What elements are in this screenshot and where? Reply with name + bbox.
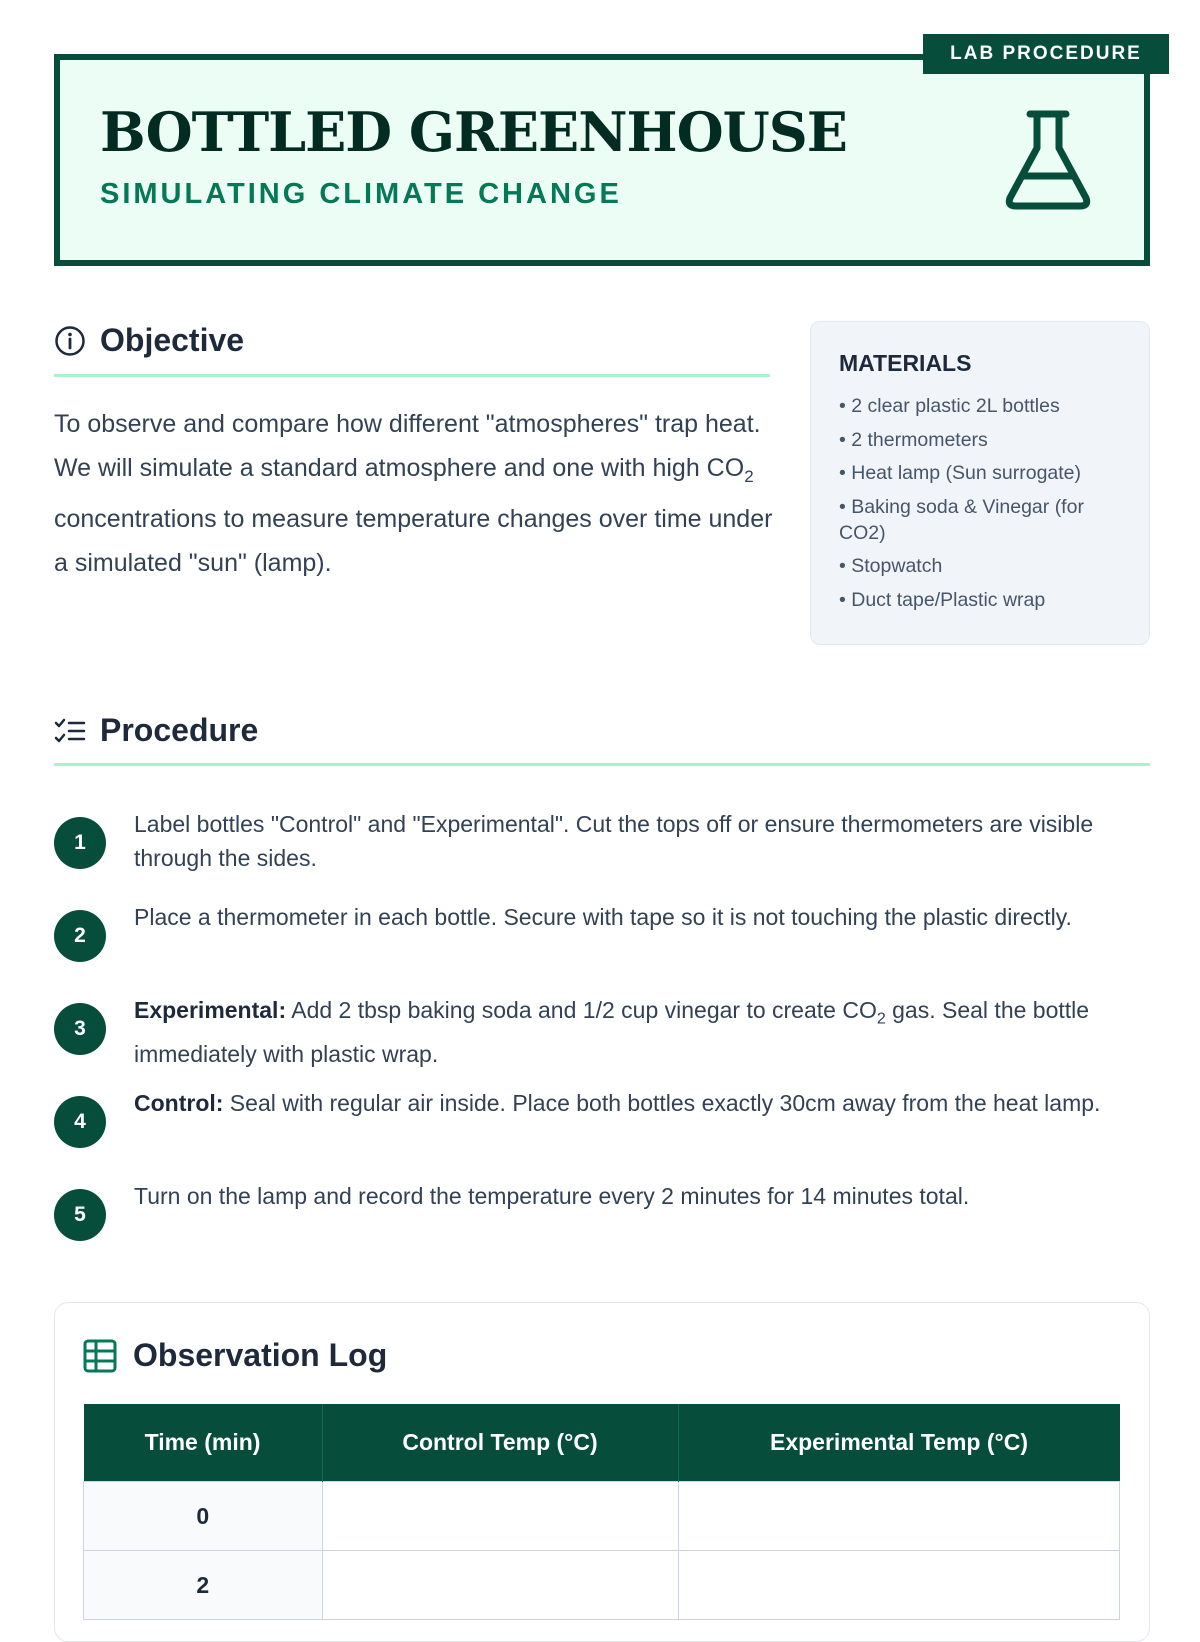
objective-heading: [54, 322, 244, 359]
materials-title: MATERIALS: [839, 350, 972, 376]
table-row: [84, 1482, 1120, 1551]
time-cell: 2: [84, 1551, 323, 1620]
observation-log-card: [54, 1302, 1150, 1642]
step-text-part: Add 2 tbsp baking soda and 1/2 cup vinegar to create CO: [286, 997, 877, 1023]
control-temp-cell[interactable]: [322, 1482, 678, 1551]
objective-text-part: concentrations to measure temperature changes over time under a simulated "sun" (lamp).: [54, 505, 773, 577]
checklist-icon: [54, 717, 86, 745]
step-number: 4: [54, 1096, 106, 1148]
control-temp-cell[interactable]: [322, 1551, 678, 1620]
step-text: Label bottles "Control" and "Experimental". Cut the tops off or ensure thermometers are visible through the sides.: [134, 811, 1094, 871]
table-icon: [83, 1339, 117, 1373]
step-number: 1: [54, 817, 106, 869]
objective-subscript: 2: [744, 466, 754, 486]
materials-item: • Heat lamp (Sun surrogate): [839, 462, 1082, 484]
materials-item: • Stopwatch: [839, 555, 943, 577]
step-text: [134, 993, 1134, 1071]
materials-box: [810, 321, 1150, 645]
materials-item: • Duct tape/Plastic wrap: [839, 588, 1046, 611]
step-subscript: 2: [876, 1010, 886, 1028]
table-header-row: [84, 1404, 1120, 1482]
step-text: Place a thermometer in each bottle. Secure with tape so it is not touching the plastic directly.: [134, 904, 1072, 930]
table-row: [84, 1551, 1120, 1620]
page-title: BOTTLED GREENHOUSE: [100, 100, 847, 164]
step-text: [134, 1086, 1134, 1120]
observation-log-heading: [83, 1337, 387, 1374]
experimental-temp-cell[interactable]: [678, 1482, 1120, 1551]
materials-list: [839, 393, 1121, 613]
objective-text: [54, 403, 774, 585]
step-number: 3: [54, 1003, 106, 1055]
step-text-part: gas. Seal the bottle immediately with plastic wrap.: [134, 997, 1090, 1067]
procedure-heading-label: Procedure: [100, 712, 259, 748]
flask-icon: [1004, 108, 1092, 212]
objective-text-part: To observe and compare how different "atmospheres" trap heat. We will simulate a standard atmosphere and one with high CO: [54, 410, 761, 482]
step-bold-label: Experimental:: [134, 997, 287, 1023]
step-number: 5: [54, 1189, 106, 1241]
procedure-divider: [54, 763, 1150, 766]
materials-item: • 2 clear plastic 2L bottles: [839, 395, 1060, 417]
step-text-part: Seal with regular air inside. Place both bottles exactly 30cm away from the heat lamp.: [223, 1090, 1101, 1116]
step-number: 2: [54, 910, 106, 962]
materials-item: • Baking soda & Vinegar (for CO2): [839, 495, 1084, 544]
page-subtitle: SIMULATING CLIMATE CHANGE: [100, 178, 622, 210]
experimental-temp-cell[interactable]: [678, 1551, 1120, 1620]
materials-item: • 2 thermometers: [839, 428, 988, 451]
procedure-heading: [54, 712, 258, 749]
step-text: Turn on the lamp and record the temperature every 2 minutes for 14 minutes total.: [134, 1183, 970, 1209]
time-cell: 0: [84, 1482, 323, 1551]
objective-divider: [54, 374, 770, 377]
column-header-experimental: Experimental Temp (°C): [678, 1404, 1120, 1482]
info-icon: [54, 325, 86, 357]
observation-table: [83, 1404, 1120, 1620]
step-bold-label: Control:: [134, 1090, 224, 1116]
column-header-control: Control Temp (°C): [322, 1404, 678, 1482]
observation-log-title: Observation Log: [133, 1337, 388, 1373]
column-header-time: Time (min): [84, 1404, 323, 1482]
objective-heading-label: Objective: [100, 322, 245, 358]
lab-procedure-tag: LAB PROCEDURE: [923, 34, 1169, 74]
